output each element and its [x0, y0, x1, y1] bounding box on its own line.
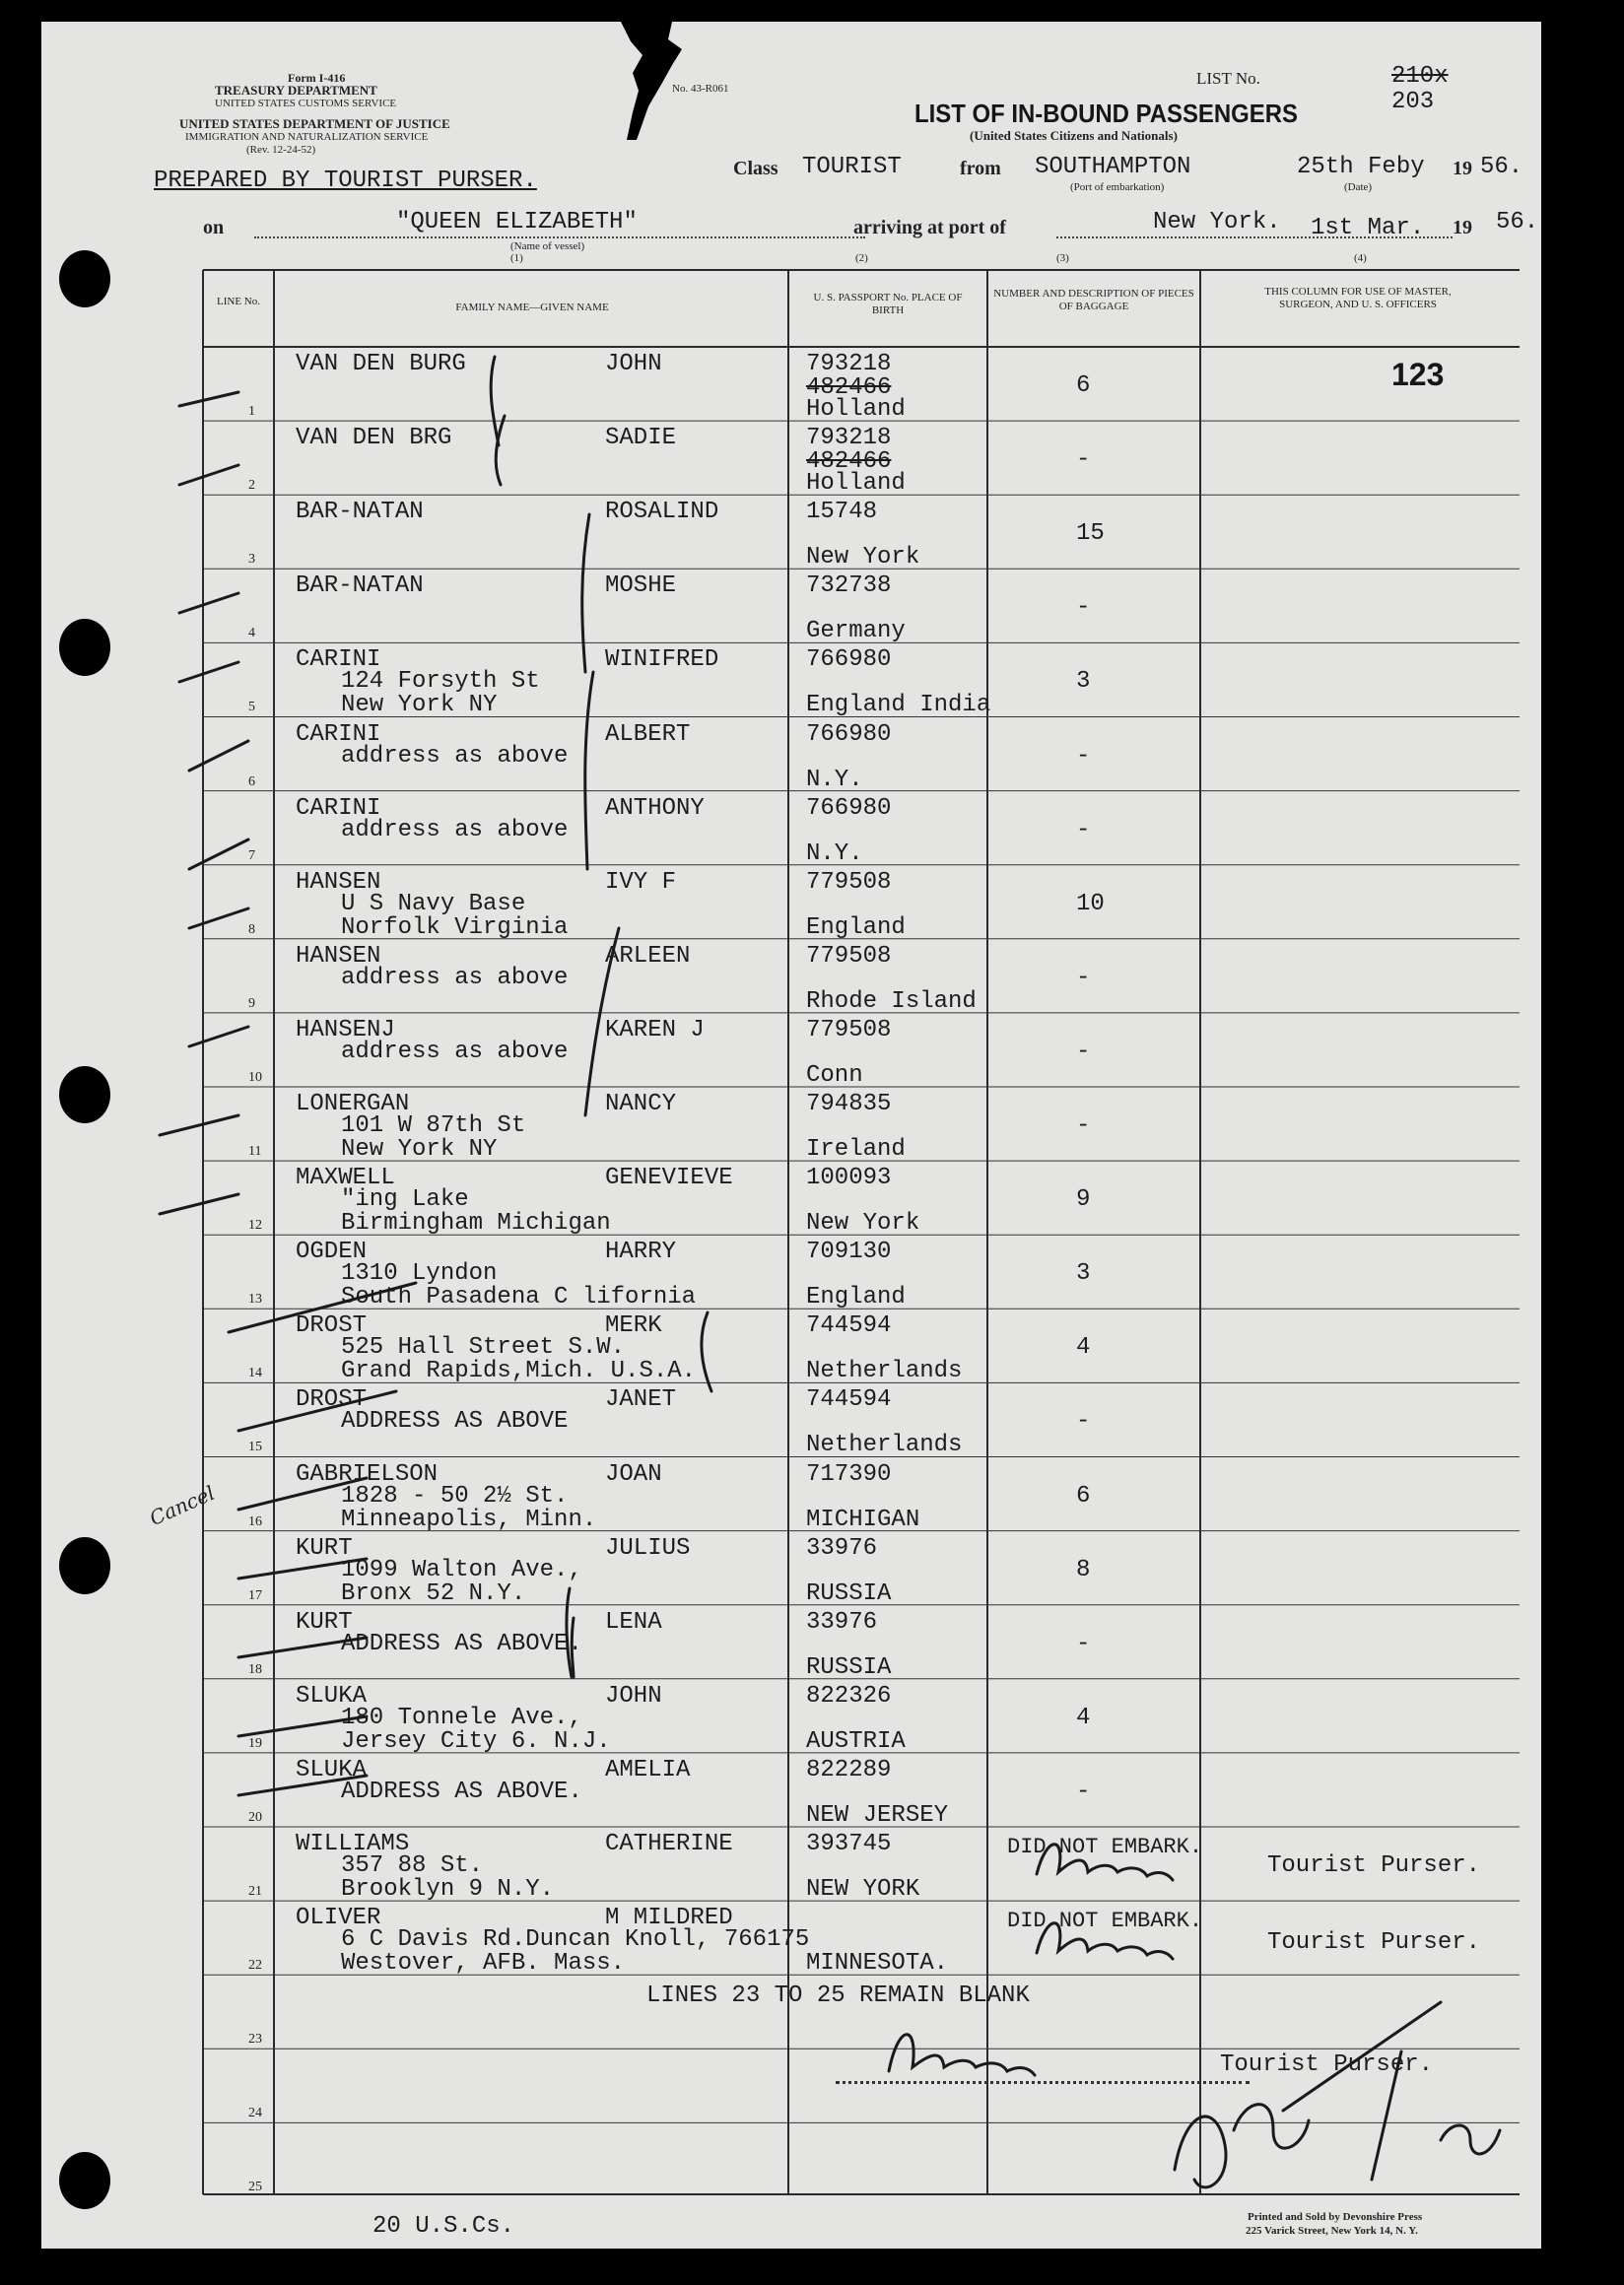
arrival-port: New York.	[1153, 209, 1281, 235]
prepared-by: PREPARED BY TOURIST PURSER.	[154, 168, 537, 194]
list-no-struck: 210x	[1391, 63, 1449, 90]
row-baggage: -	[1076, 1630, 1091, 1657]
row-line-number: 2	[248, 478, 255, 494]
form-number: Form I-416	[288, 71, 346, 85]
row-given-name: LENA	[605, 1608, 662, 1636]
row-given-name: MERK	[605, 1312, 662, 1340]
treasury-dept: TREASURY DEPARTMENT	[215, 83, 377, 98]
purser-label-21: Tourist Purser.	[1267, 1852, 1481, 1879]
row-family-name: DROST	[296, 1312, 368, 1340]
row-family-name: HANSENJ	[296, 1016, 395, 1043]
row-address-1: address as above	[341, 1038, 569, 1065]
row-line-number: 12	[248, 1218, 262, 1234]
row-baggage: -	[1076, 1038, 1091, 1065]
row-line-number: 19	[248, 1735, 262, 1751]
row-family-name: HANSEN	[296, 868, 381, 896]
row-family-name: CARINI	[296, 720, 381, 748]
purser-label-22: Tourist Purser.	[1267, 1929, 1481, 1956]
row-address-2: Bronx 52 N.Y.	[341, 1579, 526, 1607]
row-address-1: 1828 - 50 2½ St.	[341, 1482, 569, 1510]
row-family-name: WILLIAMS	[296, 1831, 410, 1857]
row-given-name: AMELIA	[605, 1756, 691, 1783]
customs-service: UNITED STATES CUSTOMS SERVICE	[215, 98, 397, 109]
row-place-of-birth: RUSSIA	[806, 1653, 892, 1681]
row-address-2: Minneapolis, Minn.	[341, 1506, 597, 1533]
row-given-name: SADIE	[605, 425, 677, 452]
col-num-3: (3)	[1056, 252, 1069, 264]
row-baggage: DID NOT EMBARK.	[1007, 1835, 1203, 1859]
row-baggage: 3	[1076, 668, 1091, 696]
row-address-2: Brooklyn 9 N.Y.	[341, 1876, 555, 1903]
date-year: 56.	[1480, 154, 1523, 180]
row-given-name: NANCY	[605, 1091, 677, 1117]
row-address-1: 6 C Davis Rd.Duncan Knoll, 766175	[341, 1926, 810, 1954]
row-address-1: address as above	[341, 816, 569, 843]
row-line-number: 25	[248, 2180, 262, 2195]
row-family-name: VAN DEN BRG	[296, 425, 452, 452]
arriving-label: arriving at port of	[853, 217, 1006, 238]
row-address-1: 357 88 St.	[341, 1852, 484, 1879]
row-passport-number: 822289	[806, 1756, 892, 1783]
row-place-of-birth: Holland	[806, 396, 906, 423]
on-label: on	[203, 217, 225, 238]
row-baggage: 9	[1076, 1186, 1091, 1214]
remain-blank-note: LINES 23 TO 25 REMAIN BLANK	[646, 1983, 1030, 2009]
row-baggage: -	[1076, 742, 1091, 770]
row-given-name: WINIFRED	[605, 646, 719, 674]
row-passport-number: 793218	[806, 425, 892, 452]
row-line-number: 17	[248, 1587, 262, 1603]
row-baggage: 10	[1076, 890, 1105, 917]
row-baggage: 6	[1076, 372, 1091, 399]
row-address-2: Grand Rapids,Mich. U.S.A.	[341, 1358, 697, 1385]
row-address-2: South Pasadena C lifornia	[341, 1284, 697, 1311]
class-value: TOURIST	[802, 154, 902, 180]
form-revision: (Rev. 12-24-52)	[246, 144, 316, 156]
date-caption: (Date)	[1344, 181, 1373, 193]
header-baggage: NUMBER AND DESCRIPTION OF PIECES OF BAGGAGE	[993, 288, 1194, 312]
row-line-number: 7	[248, 847, 255, 863]
row-address-1: U S Navy Base	[341, 890, 526, 917]
row-baggage: -	[1076, 1408, 1091, 1436]
col-num-4: (4)	[1354, 252, 1367, 264]
row-address-2: New York NY	[341, 692, 498, 719]
row-address-2: Jersey City 6. N.J.	[341, 1727, 611, 1755]
row-given-name: JANET	[605, 1386, 677, 1414]
row-passport-number: 33976	[806, 1608, 878, 1636]
row-passport-number: 793218	[806, 351, 892, 377]
row-place-of-birth: Ireland	[806, 1136, 906, 1163]
row-address-1: "ing Lake	[341, 1186, 469, 1214]
row-line-number: 4	[248, 626, 255, 641]
row-place-of-birth: New York	[806, 544, 920, 571]
row-address-1: 525 Hall Street S.W.	[341, 1334, 626, 1362]
row-baggage: 3	[1076, 1260, 1091, 1288]
officer-note: 123	[1391, 357, 1445, 392]
handwriting-marks	[41, 22, 1541, 2249]
row-passport-number: 822326	[806, 1682, 892, 1710]
row-place-of-birth: N.Y.	[806, 840, 863, 867]
row-baggage: -	[1076, 446, 1091, 474]
class-label: Class	[733, 158, 778, 179]
row-passport-number: 779508	[806, 942, 892, 970]
page-subtitle: (United States Citizens and Nationals)	[970, 128, 1178, 143]
printer-address: 225 Varick Street, New York 14, N. Y.	[1246, 2225, 1418, 2237]
row-passport-number: 100093	[806, 1165, 892, 1192]
vessel-caption: (Name of vessel)	[510, 240, 585, 252]
row-place-of-birth: Conn	[806, 1061, 863, 1089]
row-family-name: DROST	[296, 1386, 368, 1414]
row-passport-number: 33976	[806, 1534, 878, 1562]
row-given-name: ROSALIND	[605, 499, 719, 526]
row-place-of-birth: MINNESOTA.	[806, 1950, 949, 1978]
row-baggage: 4	[1076, 1704, 1091, 1731]
row-line-number: 20	[248, 1809, 262, 1825]
row-place-of-birth: AUSTRIA	[806, 1727, 906, 1755]
from-label: from	[960, 158, 1001, 179]
row-passport-number: 744594	[806, 1386, 892, 1414]
row-passport-number: 766980	[806, 720, 892, 748]
row-passport-number: 779508	[806, 1016, 892, 1043]
row-family-name: OGDEN	[296, 1239, 368, 1266]
row-address-1: 1099 Walton Ave.,	[341, 1556, 582, 1583]
row-given-name: ANTHONY	[605, 794, 705, 822]
purser-label-bottom: Tourist Purser.	[1220, 2051, 1434, 2078]
row-baggage: -	[1076, 816, 1091, 843]
row-line-number: 23	[248, 2032, 262, 2048]
row-baggage: -	[1076, 1778, 1091, 1805]
row-line-number: 3	[248, 552, 255, 568]
row-baggage: 6	[1076, 1482, 1091, 1510]
row-family-name: HANSEN	[296, 942, 381, 970]
row-line-number: 22	[248, 1958, 262, 1974]
row-family-name: SLUKA	[296, 1682, 368, 1710]
date-value: 25th Feby	[1297, 154, 1425, 180]
budget-number: No. 43-R061	[672, 83, 729, 95]
row-family-name: MAXWELL	[296, 1165, 395, 1192]
row-line-number: 13	[248, 1292, 262, 1308]
row-passport-number: 732738	[806, 572, 892, 600]
row-baggage: 8	[1076, 1556, 1091, 1583]
row-given-name: CATHERINE	[605, 1831, 733, 1857]
row-address-2: Westover, AFB. Mass.	[341, 1950, 626, 1978]
row-line-number: 9	[248, 995, 255, 1011]
row-passport-struck: 482466	[806, 448, 892, 476]
row-place-of-birth: NEW YORK	[806, 1876, 920, 1903]
row-line-number: 18	[248, 1661, 262, 1677]
row-passport-number: 717390	[806, 1460, 892, 1488]
row-line-number: 14	[248, 1366, 262, 1381]
header-passport: U. S. PASSPORT No. PLACE OF BIRTH	[813, 292, 963, 316]
row-line-number: 1	[248, 404, 255, 419]
row-family-name: LONERGAN	[296, 1091, 410, 1117]
row-given-name: JOHN	[605, 1682, 662, 1710]
row-passport-number: 744594	[806, 1312, 892, 1340]
row-line-number: 5	[248, 700, 255, 715]
row-line-number: 24	[248, 2106, 262, 2121]
row-passport-number: 709130	[806, 1239, 892, 1266]
row-given-name: ARLEEN	[605, 942, 691, 970]
manifest-page	[41, 22, 1541, 2249]
row-line-number: 8	[248, 921, 255, 937]
date-year-prefix: 19	[1453, 158, 1472, 179]
row-given-name: JOAN	[605, 1460, 662, 1488]
row-family-name: KURT	[296, 1534, 353, 1562]
row-baggage: 15	[1076, 520, 1105, 548]
port-caption: (Port of embarkation)	[1070, 181, 1165, 193]
printer-name: Printed and Sold by Devonshire Press	[1248, 2211, 1423, 2223]
row-baggage: -	[1076, 1112, 1091, 1139]
row-line-number: 16	[248, 1513, 262, 1529]
row-line-number: 21	[248, 1884, 262, 1899]
row-given-name: KAREN J	[605, 1016, 705, 1043]
row-given-name: HARRY	[605, 1239, 677, 1266]
row-baggage: 4	[1076, 1334, 1091, 1362]
row-family-name: OLIVER	[296, 1905, 381, 1932]
row-address-2: Birmingham Michigan	[341, 1210, 611, 1238]
row-place-of-birth: England	[806, 913, 906, 941]
col-num-1: (1)	[510, 252, 523, 264]
row-address-1: address as above	[341, 964, 569, 991]
vessel-name: "QUEEN ELIZABETH"	[396, 209, 638, 235]
row-given-name: M MILDRED	[605, 1905, 733, 1932]
arrival-year-prefix: 19	[1453, 217, 1472, 238]
row-passport-struck: 482466	[806, 374, 892, 401]
header-officers: THIS COLUMN FOR USE OF MASTER, SURGEON, AND U. S. OFFICERS	[1264, 286, 1452, 310]
row-line-number: 6	[248, 773, 255, 789]
list-no-label: LIST No.	[1196, 69, 1260, 88]
row-address-1: ADDRESS AS ABOVE.	[341, 1778, 582, 1805]
list-no-value: 203	[1391, 89, 1435, 115]
row-address-1: 1310 Lyndon	[341, 1260, 498, 1288]
row-place-of-birth: RUSSIA	[806, 1579, 892, 1607]
row-given-name: GENEVIEVE	[605, 1165, 733, 1192]
row-family-name: GABRIELSON	[296, 1460, 439, 1488]
row-place-of-birth: N.Y.	[806, 766, 863, 793]
row-baggage: DID NOT EMBARK.	[1007, 1909, 1203, 1934]
row-place-of-birth: Germany	[806, 618, 906, 645]
header-line-no: LINE No.	[217, 296, 260, 307]
row-address-1: ADDRESS AS ABOVE.	[341, 1630, 582, 1657]
row-family-name: BAR-NATAN	[296, 572, 424, 600]
row-place-of-birth: New York	[806, 1210, 920, 1238]
row-place-of-birth: Holland	[806, 470, 906, 498]
row-family-name: VAN DEN BURG	[296, 351, 466, 377]
row-passport-number: 766980	[806, 794, 892, 822]
row-passport-number: 15748	[806, 499, 878, 526]
side-note: Cancel	[146, 1480, 219, 1531]
row-place-of-birth: England India	[806, 692, 991, 719]
row-baggage: -	[1076, 594, 1091, 622]
row-passport-number: 794835	[806, 1091, 892, 1117]
row-line-number: 15	[248, 1440, 262, 1455]
row-line-number: 11	[248, 1144, 262, 1159]
row-family-name: KURT	[296, 1608, 353, 1636]
row-address-2: Norfolk Virginia	[341, 913, 569, 941]
row-family-name: SLUKA	[296, 1756, 368, 1783]
row-passport-number: 766980	[806, 646, 892, 674]
row-address-1: ADDRESS AS ABOVE	[341, 1408, 569, 1436]
arrival-year: 56.	[1496, 209, 1539, 235]
row-family-name: CARINI	[296, 794, 381, 822]
row-line-number: 10	[248, 1069, 262, 1085]
row-family-name: CARINI	[296, 646, 381, 674]
row-address-1: 101 W 87th St	[341, 1112, 526, 1139]
row-address-1: 180 Tonnele Ave.,	[341, 1704, 582, 1731]
row-place-of-birth: Netherlands	[806, 1358, 963, 1385]
justice-dept: UNITED STATES DEPARTMENT OF JUSTICE	[179, 116, 450, 131]
row-address-1: address as above	[341, 742, 569, 770]
row-given-name: IVY F	[605, 868, 677, 896]
row-given-name: ALBERT	[605, 720, 691, 748]
row-place-of-birth: Rhode Island	[806, 987, 977, 1015]
col-num-2: (2)	[855, 252, 868, 264]
footer-count: 20 U.S.Cs.	[372, 2213, 515, 2240]
row-passport-number: 393745	[806, 1831, 892, 1857]
row-place-of-birth: NEW JERSEY	[806, 1801, 949, 1829]
header-name: FAMILY NAME—GIVEN NAME	[455, 302, 609, 313]
row-address-2: New York NY	[341, 1136, 498, 1163]
row-place-of-birth: MICHIGAN	[806, 1506, 920, 1533]
row-family-name: BAR-NATAN	[296, 499, 424, 526]
row-place-of-birth: Netherlands	[806, 1432, 963, 1459]
row-address-1: 124 Forsyth St	[341, 668, 540, 696]
row-baggage: -	[1076, 964, 1091, 991]
page-title: LIST OF IN-BOUND PASSENGERS	[914, 99, 1298, 128]
arrival-date: 1st Mar.	[1311, 215, 1425, 241]
ins-service: IMMIGRATION AND NATURALIZATION SERVICE	[185, 131, 429, 143]
row-given-name: JOHN	[605, 351, 662, 377]
row-passport-number: 779508	[806, 868, 892, 896]
row-given-name: JULIUS	[605, 1534, 691, 1562]
row-place-of-birth: England	[806, 1284, 906, 1311]
from-value: SOUTHAMPTON	[1035, 154, 1191, 180]
row-given-name: MOSHE	[605, 572, 677, 600]
